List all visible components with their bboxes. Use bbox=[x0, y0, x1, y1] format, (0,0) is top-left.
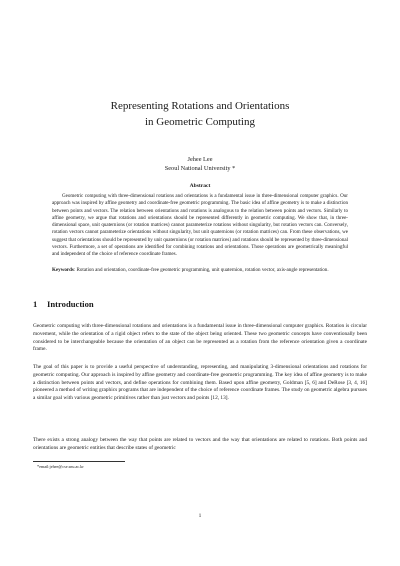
intro-paragraph-3: There exists a strong analogy between the way that points are related to vectors and the way that orientations are related to rotations. Both points and orientations are geometric entities that describe states of geometric bbox=[33, 437, 367, 451]
keywords-text: : Rotation and orientation, coordinate-free geometric programming, unit quaternion, rotation vector, axis-angle representation. bbox=[73, 267, 329, 273]
title-line-1: Representing Rotations and Orientations bbox=[110, 100, 290, 112]
section-title: Introduction bbox=[47, 299, 94, 309]
keywords-label: Keywords bbox=[52, 267, 74, 273]
title-line-2: in Geometric Computing bbox=[145, 116, 255, 128]
abstract-heading: Abstract bbox=[189, 183, 211, 189]
author-affiliation: Seoul National University * bbox=[164, 165, 236, 172]
section-number: 1 bbox=[33, 299, 38, 309]
intro-paragraph-2: The goal of this paper is to provide a useful perspective of understanding, representing, and manipulating 3-dimensional orientations and rotations for geometric computing. Our approach is inspired by affine geometry and coordinate-free geometric programming. The key idea of affine geometry is to make a distinction between points and vectors, and define operations for combining them. Based upon affine geometry, Goldman [5, 6] and DeRose [3, 4, 16] pioneered a method of writing graphics programs that are independent of the choice of reference coordinate frames. The study on geometric algebra pursues a similar goal with various geometric primitives rather than just vectors and points [12, 13]. bbox=[33, 364, 367, 402]
keywords bbox=[52, 267, 348, 274]
author-name: Jehee Lee bbox=[187, 156, 213, 163]
section-heading bbox=[33, 299, 94, 309]
abstract-text: Geometric computing with three-dimensional rotations and orientations is a fundamental issue in three-dimensional computer graphics. Our approach was inspired by affine geometry and coordinate-free geometric programming. The basic idea of affine geometry is to make a distinction between points and vectors. The relation between orientations and rotations is analogous to the relation between points and vectors. Similarly to affine geometry, we argue that rotations and orientations should be represented differently in geometric computing. We show that, in three-dimensional space, unit quaternions (or rotation matrices) cannot parameterize rotations without singularity, but rotation vectors can. Conversely, rotation vectors cannot parameterize orientations without singularity, but unit quaternions (or rotation matrices) can. From these observations, we suggest that orientations should be represented by unit quaternions (or rotation matrices) and rotations should be represented by three-dimensional vectors. Furthermore, a set of operations are identified for combining rotations and orientations. Those operations are geometrically meaningful and independent of the choice of reference coordinate frames. bbox=[52, 193, 348, 258]
page-number: 1 bbox=[198, 513, 202, 519]
paper-title bbox=[0, 98, 400, 130]
intro-paragraph-1: Geometric computing with three-dimensional rotations and orientations is a fundamental issue in three-dimensional computer graphics. Rotation is circular movement, while the orientation of a rigid object refers to the state of the object being oriented. These two geometric concepts have conventionally been considered to be interchangeable because the orientation of an object can be represented as a rotation from the reference orientation given a coordinate frame. bbox=[33, 323, 367, 353]
author-block bbox=[0, 155, 400, 173]
footnote: *email:jehee@cse.snu.ac.kr bbox=[37, 464, 84, 469]
footnote-rule bbox=[33, 461, 125, 462]
